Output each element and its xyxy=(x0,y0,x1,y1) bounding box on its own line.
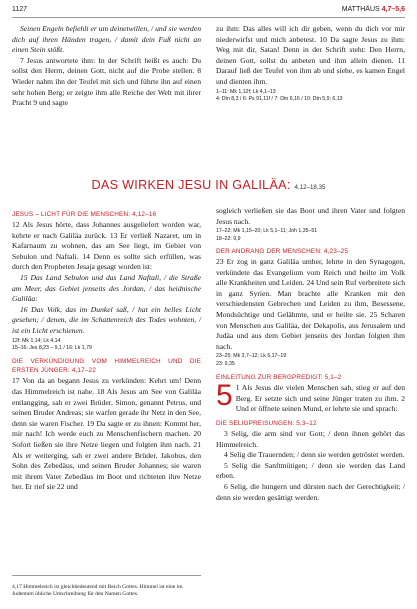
page-number: 1127 xyxy=(12,6,28,13)
subheading: DIE SELIGPREISUNGEN: 5,3–12 xyxy=(216,419,317,427)
verse-paragraph: 17 Von da an begann Jesus zu verkünden: Kehrt um! Denn das Himmelreich ist nahe. 18 Als Jesus am See von Galiläa entlangging, sah er zwei Brüder, Simon, genannt Petrus, und seinen Bruder Andreas; sie warfen gerade ihr Netz in den See, denn sie waren Fischer. 19 Da sagte er zu ihnen: Kommt her, mir nach! Ich werde euch zu Menschenfischern machen. 20 Sofort ließen sie ihre Netze liegen und folgten ihm nach. 21 Als er weiterging, sah er zwei andere Brüder, Jakobus, den Sohn des Zebedäus, und seinen Bruder Johannes; sie waren mit ihrem Vater Zebedäus im Boot und richteten ihre Netze her. Er rief sie 22 und xyxy=(12,376,201,492)
verse-paragraph: sogleich verließen sie das Boot und ihren Vater und folgten Jesus nach. xyxy=(216,206,405,226)
book-reference xyxy=(342,6,405,13)
cross-references: 1–11: Mk 1,12f; Lk 4,1–13 4: Dtn 8,3 / 6: Ps 91,11f / 7: Dtn 6,16 / 10: Dtn 5,9; 6,13 xyxy=(216,88,343,102)
verse-quote: 16 Das Volk, das im Dunkel saß, / hat ein helles Licht gesehen; / denen, die im Schattenreich des Todes wohnten, / ist ein Licht erschienen. xyxy=(12,304,201,335)
section-range: 4,12–18,35 xyxy=(294,184,326,191)
cross-references: 17–22: Mk 1,15–20; Lk 5,1–11; Joh 1,35–51 18–22: 9,9 xyxy=(216,228,318,242)
verse-quote: 15 Das Land Sebulon und das Land Naftali, / die Straße am Meer, das Gebiet jenseits des Jordan, / das heidnische Galiläa: xyxy=(12,272,201,304)
right-column xyxy=(216,206,405,503)
verse-paragraph: 12 Als Jesus hörte, dass Johannes ausgeliefert worden war, kehrte er nach Galiläa zurück. 13 Er verließ Nazaret, um in Kafarnaum zu wohnen, das am See liegt, im Gebiet von Sebulon und Naftali. 14 Denn es sollte sich erfüllen, was durch den Propheten Jesaja gesagt worden ist: xyxy=(12,220,201,272)
cross-references: 12f: Mk 1,14; Lk 4,14 15–16: Jes 8,23 – 9,1 / 16: Lk 1,79 xyxy=(12,337,92,351)
book-name: MATTHÄUS xyxy=(341,6,380,13)
chapter-drop-cap: 5 xyxy=(216,379,233,413)
cross-references: 23–25: Mk 3,7–12; Lk 6,17–19 23: 9,35 xyxy=(216,353,287,367)
verse-paragraph: zu ihm: Das alles will ich dir geben, wenn du dich vor mir niederwirfst und mich anbetest. 10 Da sagte Jesus zu ihm: Weg mit dir, Satan! Denn in der Schrift steht: Den Herrn, deinen Gott, sollst du anbeten und ihm allein dienen. 11 Darauf ließ der Teufel von ihm ab und siehe, es kamen Engel und dienten ihm. xyxy=(216,24,405,86)
beatitude: 3 Selig, die arm sind vor Gott; / denn ihnen gehört das Himmelreich. xyxy=(216,428,405,449)
subheading: DER ANDRANG DER MENSCHEN: 4,23–25 xyxy=(216,248,349,255)
verse-paragraph: 23 Er zog in ganz Galiläa umher, lehrte in den Synagogen, verkündete das Evangelium vom Reich und heilte im Volk alle Krankheiten und Leiden. 24 Und sein Ruf verbreitete sich in ganz Syrien. Man brachte alle Kranken mit den verschiedensten Gebrechen und Leiden zu ihm, Besessene, Mondsüchtige und Gelähmte, und er heilte sie. 25 Scharen von Menschen aus Galiläa, der Dekapolis, aus Jerusalem und Judäa und aus dem Gebiet jenseits des Jordan folgten ihm nach. xyxy=(216,257,405,351)
left-column xyxy=(12,206,201,493)
beatitude: 4 Selig die Trauernden; / denn sie werden getröstet werden. xyxy=(224,450,405,460)
subheading: EINLEITUNG ZUR BERGPREDIGT: 5,1–2 xyxy=(216,374,342,382)
top-left-column xyxy=(12,24,201,109)
top-right-column xyxy=(216,24,405,103)
subheading: DIE VERKÜNDIGUNG VOM HIMMELREICH UND DIE ERSTEN JÜNGER: 4,17–22 xyxy=(12,358,201,375)
running-header xyxy=(12,5,405,18)
beatitude: 5 Selig die Sanftmütigen; / denn sie werden das Land erben. xyxy=(216,460,405,481)
verse-quote: Seinen Engeln befiehlt er um deinetwillen, / und sie werden dich auf ihren Händen tragen, / damit dein Fuß nicht an einen Stein stößt. xyxy=(12,24,201,55)
verse-paragraph xyxy=(216,379,405,415)
section-title-text: DAS WIRKEN JESU IN GALILÄA: xyxy=(91,178,291,192)
chapter-range: 4,7–5,6 xyxy=(381,6,405,13)
beatitude: 6 Selig, die hungern und dürsten nach der Gerechtigkeit; / denn sie werden gesättigt werden. xyxy=(216,481,405,502)
section-title xyxy=(12,178,405,192)
footnote-area xyxy=(12,575,201,604)
footnote: 4,17 Himmelreich ist gleichbedeutend mit Reich Gottes. Himmel ist eine im Judentum übliche Umschreibung für den Namen Gottes. xyxy=(12,583,183,597)
subheading: JESUS – LICHT FÜR DIE MENSCHEN: 4,12–16 xyxy=(12,211,157,218)
verse-text: 1 Als Jesus die vielen Menschen sah, stieg er auf den Berg. Er setzte sich und seine Jünger traten zu ihm. 2 Und er öffnete seinen Mund, er lehrte sie und sprach: xyxy=(235,383,405,414)
verse-paragraph: 7 Jesus antwortete ihm: In der Schrift heißt es auch: Du sollst den Herrn, deinen Gott, nicht auf die Probe stellen. 8 Wieder nahm ihn der Teufel mit sich und führte ihn auf einen sehr hohen Berg; er zeigte ihm alle Reiche der Welt mit ihrer Pracht 9 und sagte xyxy=(12,55,201,108)
